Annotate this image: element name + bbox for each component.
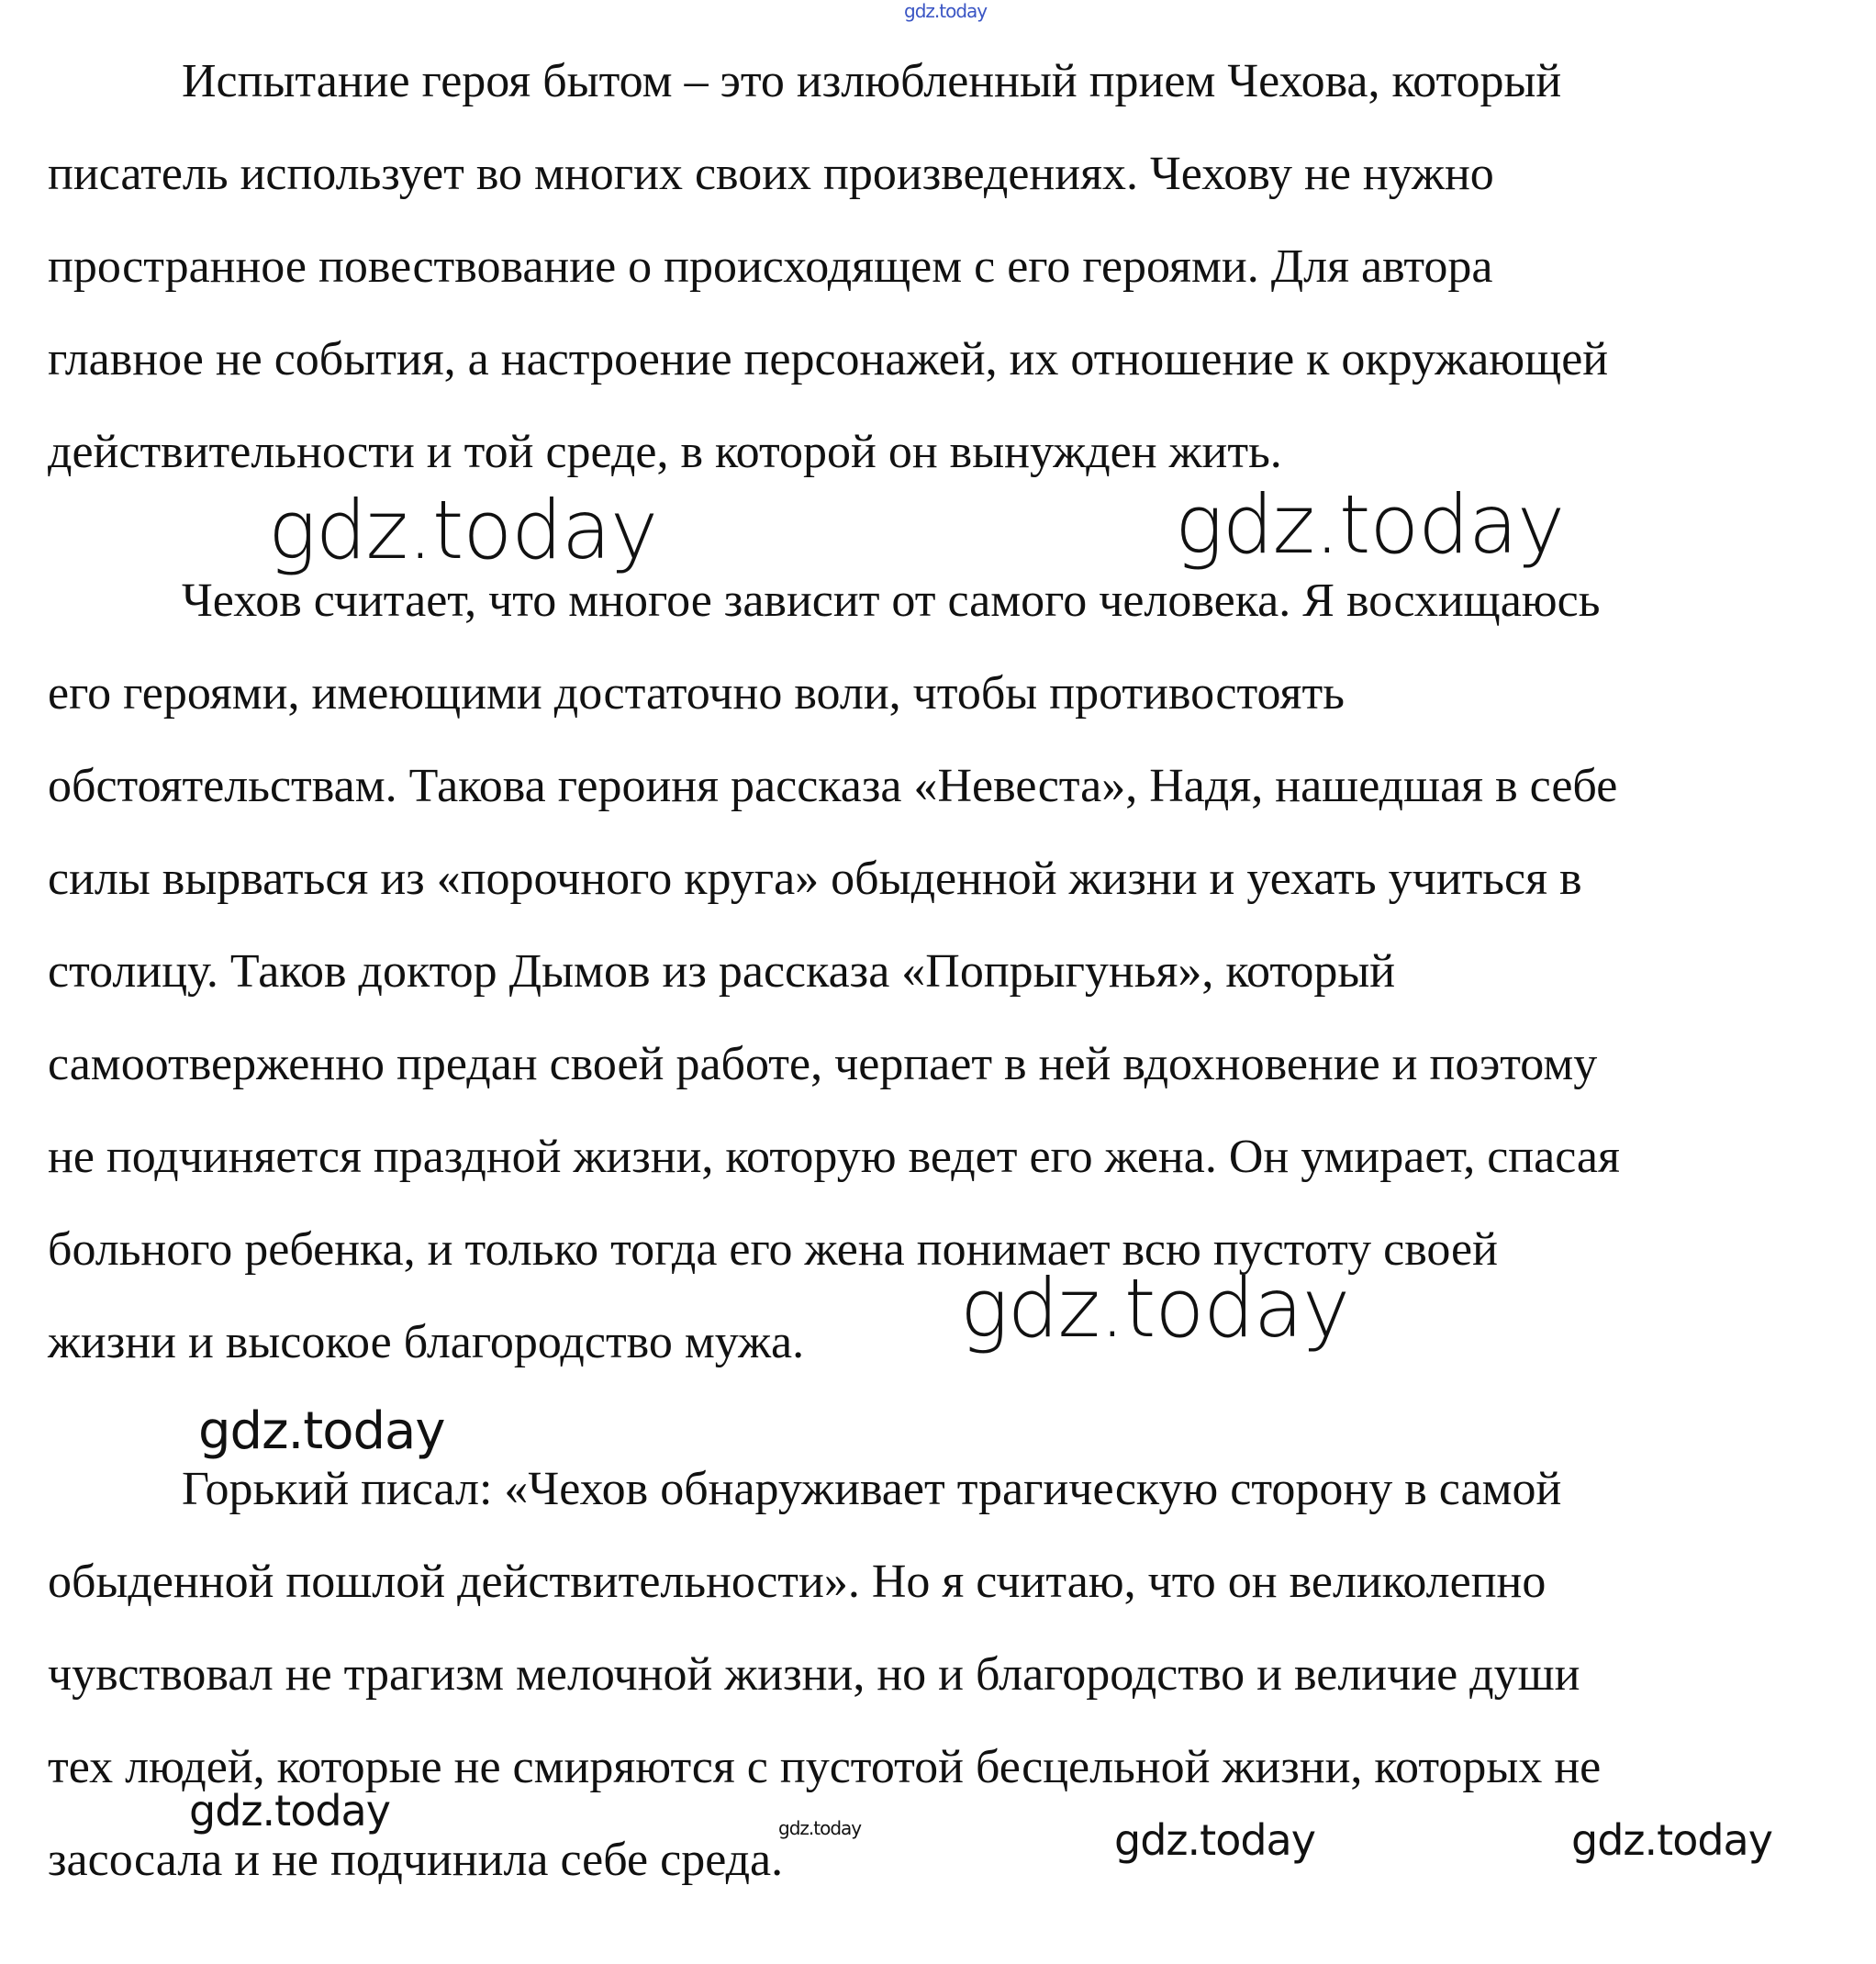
watermark-bottom-small: gdz.today: [778, 1817, 862, 1839]
watermark-large-left: gdz.today: [268, 483, 658, 577]
text-line: Горький писал: «Чехов обнаруживает трагическую сторону в самой: [182, 1463, 1562, 1515]
watermark-large-right: gdz.today: [1175, 477, 1565, 572]
watermark-bottom-right: gdz.today: [1571, 1815, 1772, 1865]
text-line: Испытание героя бытом – это излюбленный прием Чехова, который: [182, 55, 1562, 107]
watermark-medium-left: gdz.today: [198, 1401, 445, 1461]
text-line: его героями, имеющими достаточно воли, чтобы противостоять: [48, 667, 1345, 720]
text-line: жизни и высокое благородство мужа.: [48, 1316, 805, 1368]
text-line: больного ребенка, и только тогда его жена понимает всю пустоту своей: [48, 1223, 1498, 1276]
text-line: главное не события, а настроение персонажей, их отношение к окружающей: [48, 333, 1609, 385]
text-line: силы вырваться из «порочного круга» обыденной жизни и уехать учиться в: [48, 853, 1582, 905]
text-line: чувствовал не трагизм мелочной жизни, но и благородство и величие души: [48, 1648, 1580, 1701]
text-line: тех людей, которые не смиряются с пустотой бесцельной жизни, которых не: [48, 1741, 1602, 1793]
watermark-top: gdz.today: [904, 0, 988, 22]
watermark-bottom-left: gdz.today: [189, 1786, 390, 1836]
text-line: Чехов считает, что многое зависит от самого человека. Я восхищаюсь: [182, 575, 1601, 627]
text-line: пространное повествование о происходящем с его героями. Для автора: [48, 240, 1493, 293]
text-line: действительности и той среде, в которой он вынужден жить.: [48, 426, 1282, 478]
paragraph-1: [48, 35, 1847, 498]
watermark-large-center: gdz.today: [960, 1261, 1350, 1356]
text-line: не подчиняется праздной жизни, которую ведет его жена. Он умирает, спасая: [48, 1131, 1620, 1183]
text-line: столицу. Таков доктор Дымов из рассказа «Попрыгунья», который: [48, 945, 1396, 998]
text-line: обстоятельствам. Такова героиня рассказа «Невеста», Надя, нашедшая в себе: [48, 760, 1618, 812]
watermark-bottom-center: gdz.today: [1114, 1815, 1315, 1865]
paragraph-2: [48, 554, 1847, 1389]
text-line: обыденной пошлой действительности». Но я считаю, что он великолепно: [48, 1556, 1547, 1608]
text-line: засосала и не подчинила себе среда.: [48, 1834, 784, 1886]
text-line: самоотверженно предан своей работе, черпает в ней вдохновение и поэтому: [48, 1038, 1598, 1090]
text-line: писатель использует во многих своих произведениях. Чехову не нужно: [48, 148, 1494, 200]
